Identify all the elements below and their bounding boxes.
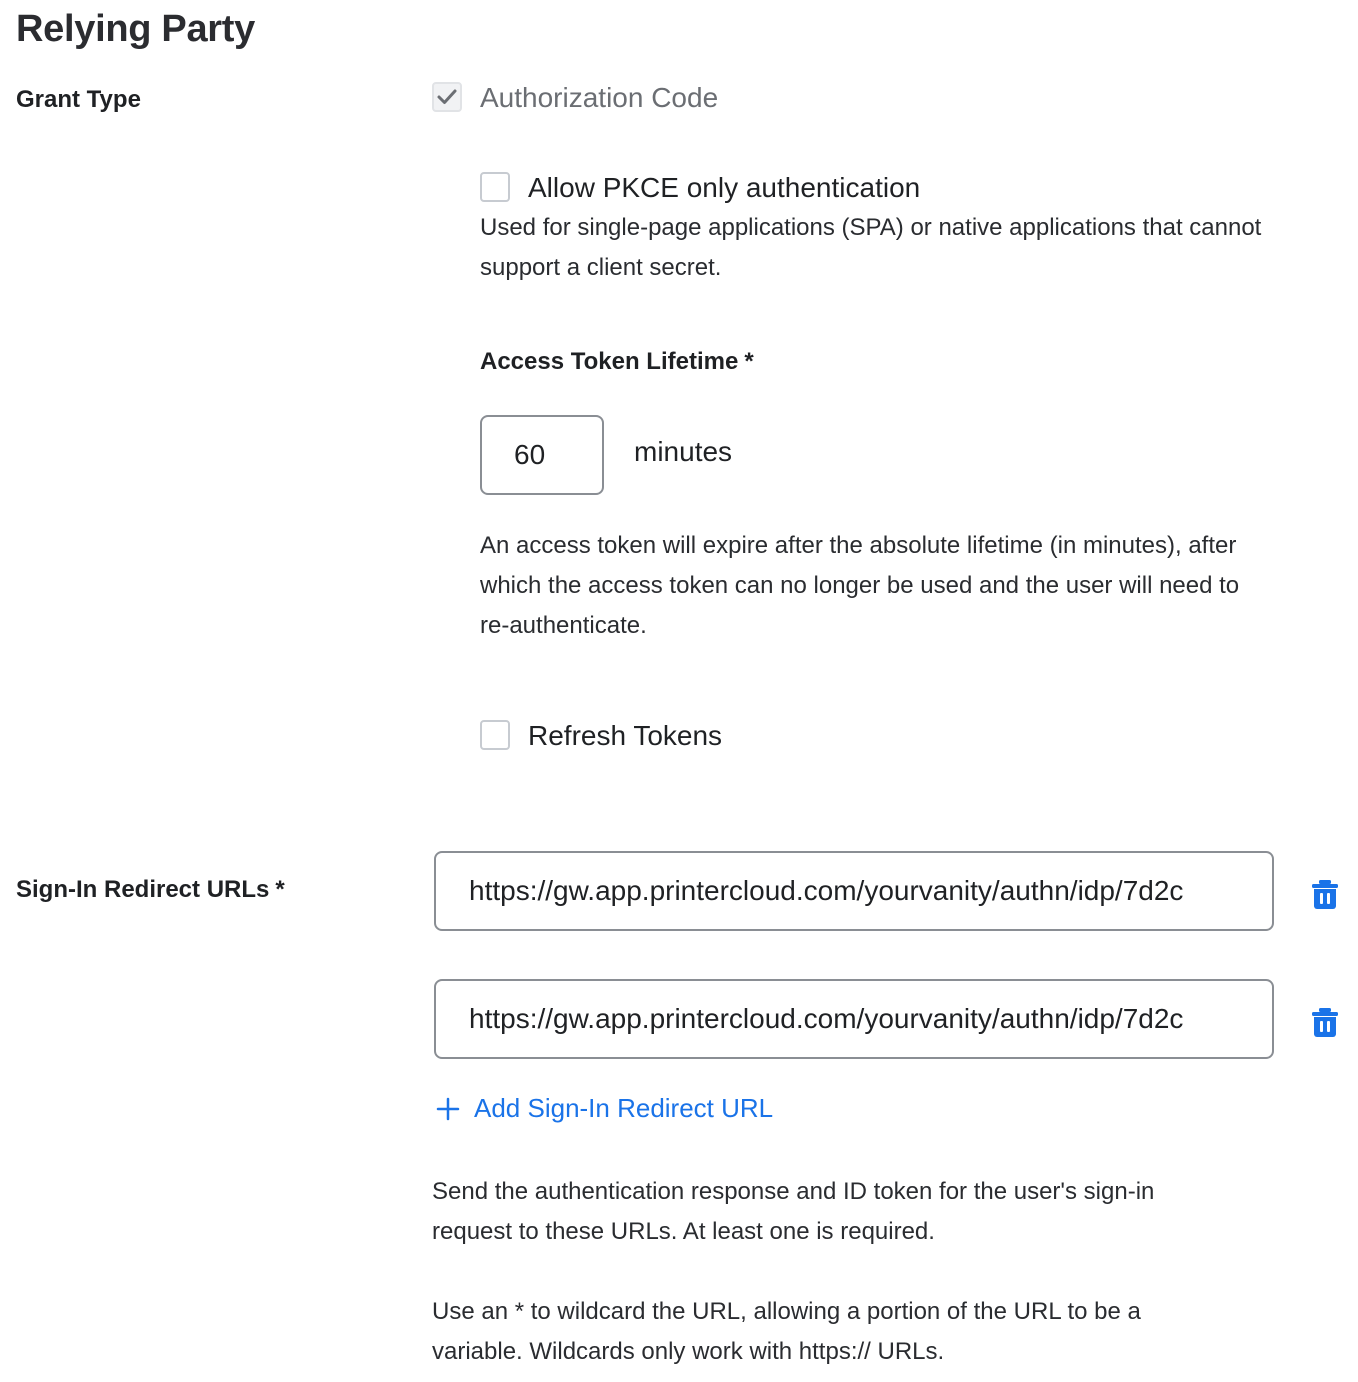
redirect-url-input-2[interactable] bbox=[434, 979, 1274, 1059]
redirect-urls-help-text: Send the authentication response and ID token for the user's sign-in request to these URLs. At least one is required. bbox=[432, 1178, 1155, 1245]
refresh-tokens-checkbox[interactable] bbox=[480, 720, 510, 750]
pkce-help-text: Used for single-page applications (SPA) or native applications that cannot support a client secret. bbox=[480, 214, 1262, 281]
add-sign-in-redirect-url-link[interactable]: Add Sign-In Redirect URL bbox=[434, 1093, 773, 1124]
sign-in-redirect-urls-label: Sign-In Redirect URLs * bbox=[16, 876, 285, 903]
grant-type-label: Grant Type bbox=[16, 86, 141, 113]
redirect-url-input-1[interactable] bbox=[434, 851, 1274, 931]
authorization-code-checkbox[interactable] bbox=[432, 82, 462, 112]
minutes-unit-label: minutes bbox=[634, 436, 733, 467]
section-title: Relying Party bbox=[16, 8, 255, 50]
trash-icon[interactable] bbox=[1310, 1006, 1340, 1038]
wildcard-help-text: Use an * to wildcard the URL, allowing a portion of the URL to be a variable. Wildcards only work with https:// URLs. bbox=[432, 1298, 1141, 1365]
pkce-label: Allow PKCE only authentication bbox=[528, 172, 921, 203]
access-token-lifetime-label: Access Token Lifetime * bbox=[480, 348, 754, 375]
trash-icon[interactable] bbox=[1310, 878, 1340, 910]
check-icon bbox=[436, 86, 458, 108]
authorization-code-label: Authorization Code bbox=[480, 82, 719, 113]
access-token-help-text: An access token will expire after the absolute lifetime (in minutes), after which the access token can no longer be used and the user will need to re-authenticate. bbox=[480, 532, 1240, 639]
refresh-tokens-label: Refresh Tokens bbox=[528, 720, 723, 751]
access-token-lifetime-input[interactable] bbox=[480, 415, 604, 495]
plus-icon bbox=[434, 1095, 462, 1123]
pkce-checkbox[interactable] bbox=[480, 172, 510, 202]
